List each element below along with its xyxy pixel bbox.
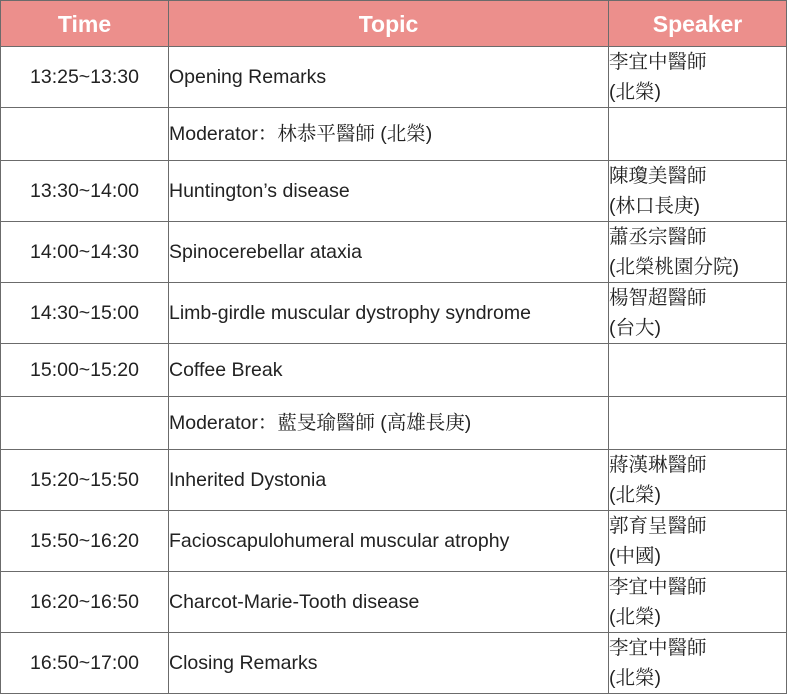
- table-row: [1, 397, 787, 450]
- speaker-cell: [609, 108, 787, 161]
- time-cell: 16:20~16:50: [1, 572, 169, 633]
- speaker-name: 蔣漢琳醫師: [609, 454, 707, 476]
- speaker-name: 李宜中醫師: [609, 576, 707, 598]
- time-cell: 13:25~13:30: [1, 47, 169, 108]
- topic-cell: Charcot-Marie-Tooth disease: [169, 572, 609, 633]
- speaker-cell: [609, 511, 787, 572]
- table-row: [1, 47, 787, 108]
- topic-cell: Spinocerebellar ataxia: [169, 222, 609, 283]
- topic-cell: Facioscapulohumeral muscular atrophy: [169, 511, 609, 572]
- table-row: [1, 344, 787, 397]
- speaker-name: 陳瓊美醫師: [609, 165, 707, 187]
- header-time: Time: [1, 1, 169, 47]
- topic-cell: Coffee Break: [169, 344, 609, 397]
- topic-cell: Closing Remarks: [169, 633, 609, 694]
- speaker-affiliation: (北榮): [609, 81, 661, 103]
- speaker-cell: [609, 344, 787, 397]
- topic-cell: Huntington’s disease: [169, 161, 609, 222]
- table-row: [1, 283, 787, 344]
- topic-cell: Limb-girdle muscular dystrophy syndrome: [169, 283, 609, 344]
- speaker-name: 郭育呈醫師: [609, 515, 707, 537]
- speaker-cell: [609, 161, 787, 222]
- moderator-cell: Moderator：林恭平醫師 (北榮): [169, 108, 609, 161]
- speaker-cell: [609, 397, 787, 450]
- time-cell: 14:00~14:30: [1, 222, 169, 283]
- header-row: [1, 1, 787, 47]
- speaker-cell: [609, 633, 787, 694]
- speaker-affiliation: (北榮): [609, 667, 661, 689]
- topic-cell: Inherited Dystonia: [169, 450, 609, 511]
- speaker-affiliation: (北榮桃園分院): [609, 256, 739, 278]
- speaker-name: 蕭丞宗醫師: [609, 226, 707, 248]
- speaker-cell: [609, 283, 787, 344]
- speaker-cell: [609, 572, 787, 633]
- speaker-name: 李宜中醫師: [609, 637, 707, 659]
- speaker-affiliation: (中國): [609, 545, 661, 567]
- moderator-cell: Moderator：藍旻瑜醫師 (高雄長庚): [169, 397, 609, 450]
- speaker-affiliation: (北榮): [609, 606, 661, 628]
- table-row: [1, 161, 787, 222]
- speaker-affiliation: (北榮): [609, 484, 661, 506]
- time-cell: 15:20~15:50: [1, 450, 169, 511]
- speaker-cell: [609, 450, 787, 511]
- time-cell: 14:30~15:00: [1, 283, 169, 344]
- table-row: [1, 222, 787, 283]
- speaker-name: 楊智超醫師: [609, 287, 707, 309]
- speaker-affiliation: (林口長庚): [609, 195, 700, 217]
- time-cell: 15:00~15:20: [1, 344, 169, 397]
- table-row: [1, 633, 787, 694]
- header-topic: Topic: [169, 1, 609, 47]
- speaker-cell: [609, 47, 787, 108]
- time-cell: 16:50~17:00: [1, 633, 169, 694]
- time-cell: [1, 397, 169, 450]
- time-cell: 13:30~14:00: [1, 161, 169, 222]
- table-row: [1, 450, 787, 511]
- header-speaker: Speaker: [609, 1, 787, 47]
- time-cell: 15:50~16:20: [1, 511, 169, 572]
- speaker-affiliation: (台大): [609, 317, 661, 339]
- table-row: [1, 511, 787, 572]
- time-cell: [1, 108, 169, 161]
- table-row: [1, 108, 787, 161]
- speaker-cell: [609, 222, 787, 283]
- topic-cell: Opening Remarks: [169, 47, 609, 108]
- speaker-name: 李宜中醫師: [609, 51, 707, 73]
- table-row: [1, 572, 787, 633]
